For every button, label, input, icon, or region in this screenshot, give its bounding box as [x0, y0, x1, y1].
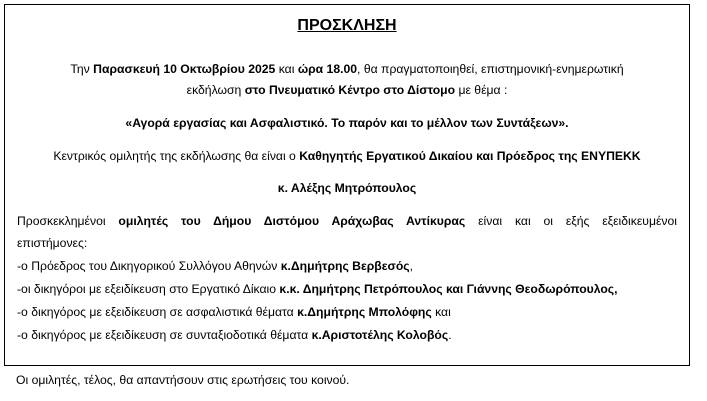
text: εκδήλωση: [186, 83, 245, 97]
event-theme: [5, 116, 689, 130]
invited-line-2: [17, 236, 87, 250]
intro-line-1: [5, 62, 689, 76]
text: ,: [409, 259, 414, 273]
speaker-item: [17, 305, 451, 319]
speaker-item: [17, 259, 413, 273]
text: επιστήμονες:: [17, 236, 88, 250]
invited-line-1: [17, 214, 677, 228]
speaker-name: κ.κ. Δημήτρης Πετρόπουλος και Γιάννης Θεοδωρόπουλος,: [279, 282, 618, 296]
text: είναι και οι εξής εξειδικευμένοι: [465, 214, 677, 228]
text: Προσκεκλημένοι: [17, 214, 119, 228]
speaker-name: κ.Αριστοτέλης Κολοβός: [311, 328, 449, 342]
keynote-name: [5, 181, 689, 195]
event-venue: στο Πνευματικό Κέντρο στο Δίστομο: [244, 83, 456, 97]
speaker-name: κ.Δημήτρης Βερβεσός: [280, 259, 410, 273]
keynote-speaker: κ. Αλέξης Μητρόπουλος: [277, 181, 417, 195]
text: Την: [70, 62, 94, 76]
speaker-name: κ.Δημήτρης Μπολόφης: [297, 305, 432, 319]
event-date: Παρασκευή 10 Οκτωβρίου 2025: [93, 62, 276, 76]
text: -ο Πρόεδρος του Δικηγορικού Συλλόγου Αθηνών: [17, 259, 281, 273]
footer-note: Οι ομιλητές, τέλος, θα απαντήσουν στις ερωτήσεις του κοινού.: [16, 373, 350, 387]
speaker-item: [17, 328, 452, 342]
invited-group: ομιλητές του Δήμου Διστόμου Αράχωβας Αντίκυρας: [118, 214, 466, 228]
text: Κεντρικός ομιλητής της εκδήλωσης θα είναι ο: [53, 149, 300, 163]
text: -ο δικηγόρος με εξειδίκευση σε ασφαλιστικά θέματα: [17, 305, 298, 319]
text: με θέμα :: [455, 83, 508, 97]
theme-text: «Αγορά εργασίας και Ασφαλιστικό. Το παρόν και το μέλλον των Συντάξεων».: [125, 116, 569, 130]
page-title: ΠΡΟΣΚΛΗΣΗ: [297, 17, 397, 34]
intro-line-2: [5, 83, 689, 97]
keynote-line: [5, 149, 689, 163]
text: και: [275, 62, 298, 76]
text: .: [448, 328, 452, 342]
text: , θα πραγματοποιηθεί, επιστημονική-ενημερωτική: [357, 62, 624, 76]
text: -ο δικηγόρος με εξειδίκευση σε συνταξιοδοτικά θέματα: [17, 328, 312, 342]
event-time: ώρα 18.00: [297, 62, 358, 76]
speaker-item: [17, 282, 618, 296]
text: -οι δικηγόροι με εξειδίκευση στο Εργατικό Δίκαιο: [17, 282, 280, 296]
text: και: [431, 305, 451, 319]
keynote-title: Καθηγητής Εργατικού Δικαίου και Πρόεδρος της ΕΝΥΠΕΚΚ: [299, 149, 641, 163]
invitation-box: [4, 4, 690, 366]
